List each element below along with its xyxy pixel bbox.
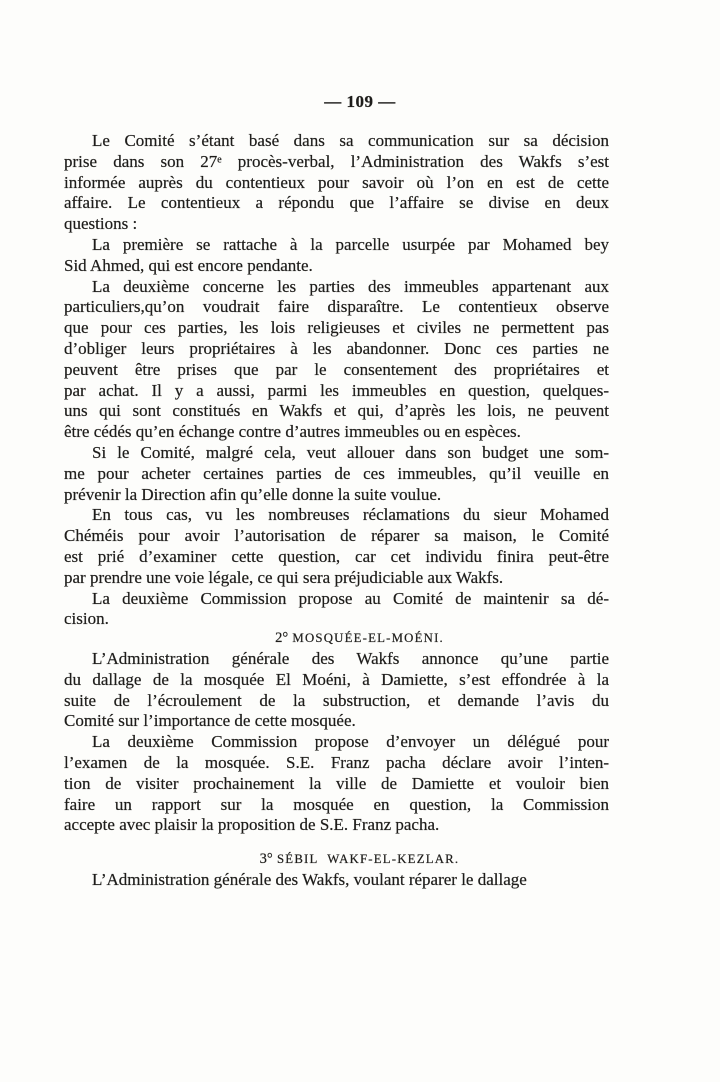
paragraph — [64, 589, 609, 631]
text-line: suite de l’écroulement de la substruction, et demande l’avis du — [64, 690, 609, 710]
text-line: l’examen de la mosquée. S.E. Franz pacha déclare avoir l’inten- — [64, 752, 609, 772]
text-line: prévenir la Direction afin qu’elle donne la suite voulue. — [64, 484, 442, 504]
text-line: être cédés qu’en échange contre d’autres immeubles ou en espèces. — [64, 422, 521, 442]
text-line: accepte avec plaisir la proposition de S.E. Franz pacha. — [64, 815, 440, 835]
text-line: Chéméis pour avoir l’autorisation de réparer sa maison, le Comité — [64, 526, 609, 546]
paragraph — [64, 277, 609, 443]
text-line: que pour ces parties, les lois religieuses et civiles ne permettent pas — [64, 318, 609, 338]
text-line: par prendre une voie légale, ce qui sera préjudiciable aux Wakfs. — [64, 567, 504, 587]
text-line: est prié d’examiner cette question, car cet individu finira peut-être — [64, 546, 609, 566]
text-line: informée auprès du contentieux pour savoir où l’on en est de cette — [64, 172, 609, 192]
text-line: La deuxième concerne les parties des immeubles appartenant aux — [92, 276, 609, 296]
body-text — [64, 131, 609, 891]
section-heading — [64, 848, 609, 869]
text-line: Le Comité s’étant basé dans sa communication sur sa décision — [92, 131, 609, 150]
text-line: peuvent être prises que par le consentement des propriétaires et — [64, 359, 609, 379]
text-line: d’obliger leurs propriétaires à les abandonner. Donc ces parties ne — [64, 338, 609, 358]
text-line: La première se rattache à la parcelle usurpée par Mohamed bey — [92, 234, 609, 254]
text-line: uns qui sont constitués en Wakfs et qui, d’après les lois, ne peuvent — [64, 401, 609, 421]
paragraph — [64, 870, 609, 891]
text-line: Sid Ahmed, qui est encore pendante. — [64, 255, 313, 275]
text-line: cision. — [64, 609, 109, 629]
section-heading — [64, 627, 609, 648]
text-line: La deuxième Commission propose au Comité de maintenir sa dé- — [92, 588, 609, 608]
text-line: Si le Comité, malgré cela, veut allouer dans son budget une som- — [92, 442, 609, 462]
heading-number: 3° — [259, 851, 273, 868]
paragraph — [64, 732, 609, 836]
text-line: prise dans son 27ᵉ procès-verbal, l’Administration des Wakfs s’est — [64, 151, 609, 171]
text-line: faire un rapport sur la mosquée en question, la Commission — [64, 794, 609, 814]
paragraph — [64, 235, 609, 277]
text-line: affaire. Le contentieux a répondu que l’affaire se divise en deux — [64, 193, 609, 213]
text-line: par achat. Il y a aussi, parmi les immeubles en question, quelques- — [64, 380, 609, 400]
heading-number: 2° — [275, 630, 289, 647]
paragraph — [64, 131, 609, 235]
text-line: questions : — [64, 214, 138, 234]
text-line: Comité sur l’importance de cette mosquée. — [64, 711, 356, 731]
text-line: En tous cas, vu les nombreuses réclamations du sieur Mohamed — [92, 505, 609, 525]
text-line: tion de visiter prochainement la ville de Damiette et vouloir bien — [64, 773, 609, 793]
paragraph — [64, 505, 609, 588]
heading-title: MOSQUÉE-EL-MOÉNI. — [292, 631, 444, 646]
text-line: du dallage de la mosquée El Moéni, à Damiette, s’est effondrée à la — [64, 669, 609, 689]
text-line: L’Administration générale des Wakfs, voulant réparer le dallage — [92, 869, 527, 889]
paragraph — [64, 649, 609, 732]
text-line: particuliers,qu’on voudrait faire disparaître. Le contentieux observe — [64, 297, 609, 317]
page-number: — 109 — — [324, 92, 396, 111]
text-line: me pour acheter certaines parties de ces immeubles, qu’il veuille en — [64, 463, 609, 483]
text-line: L’Administration générale des Wakfs annonce qu’une partie — [92, 648, 609, 668]
paragraph — [64, 443, 609, 505]
heading-title: SÉBIL WAKF-EL-KEZLAR. — [276, 852, 460, 867]
text-line: La deuxième Commission propose d’envoyer un délégué pour — [92, 732, 609, 752]
